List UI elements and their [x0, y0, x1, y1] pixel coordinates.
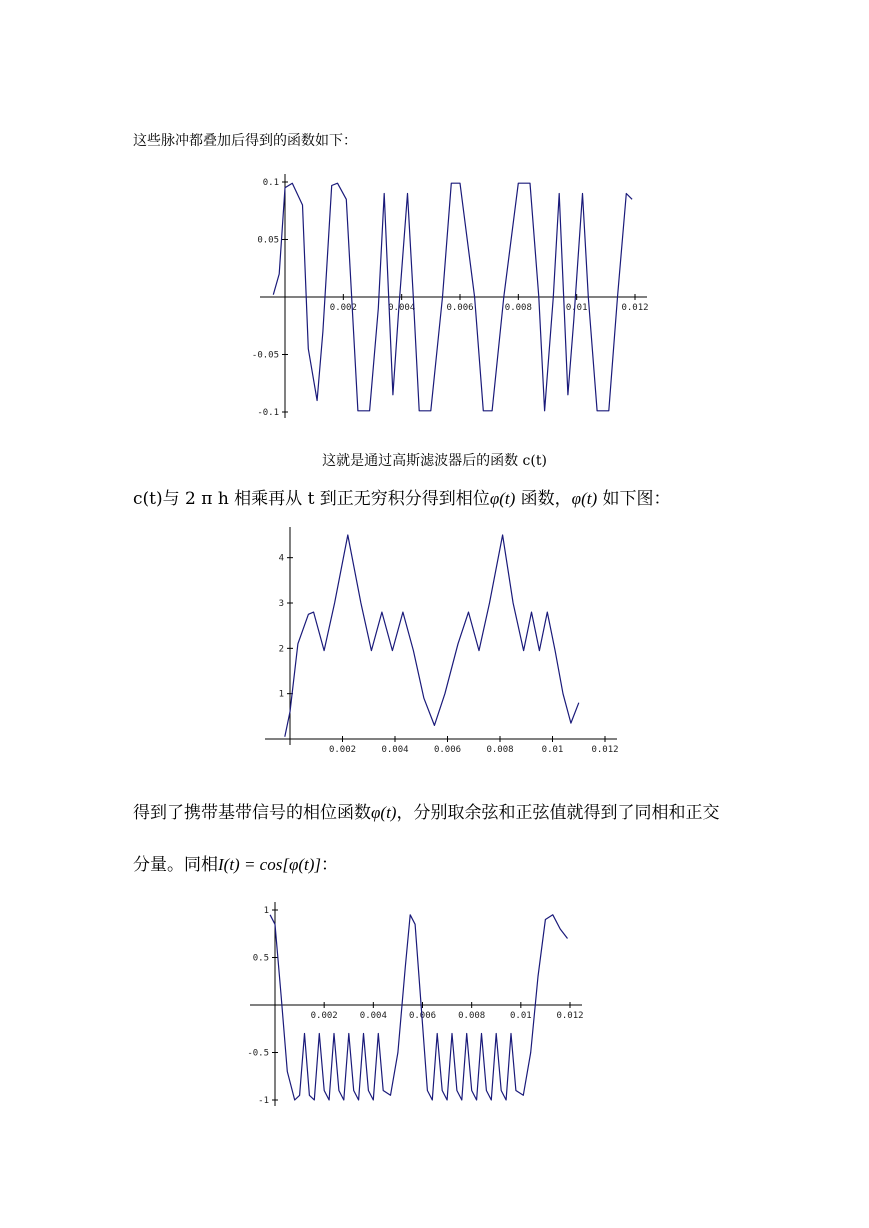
x-tick-label: 0.006: [433, 745, 462, 755]
y-tick-label: 1: [278, 689, 284, 700]
y-tick-label: 1: [263, 906, 269, 916]
caption-c-t: 这就是通过高斯滤波器后的函数 c(t): [322, 453, 547, 469]
inphase-paragraph-suffix: ：: [321, 855, 339, 875]
series-line: [270, 915, 567, 1100]
phase-paragraph-prefix: c(t)与 2 π h 相乘再从 t 到正无穷积分得到相位: [133, 489, 490, 509]
inphase-paragraph-prefix: 分量。同相: [133, 855, 218, 875]
baseband-paragraph-suffix: ，分别取余弦和正弦值就得到了同相和正交: [396, 803, 720, 823]
phase-paragraph: [133, 484, 671, 509]
x-tick-label: 0.004: [388, 303, 416, 313]
inphase-paragraph: [133, 850, 338, 875]
baseband-paragraph: [133, 798, 719, 823]
x-tick-label: 0.002: [328, 745, 357, 755]
x-tick-label: 0.01: [565, 303, 588, 313]
y-tick-label: -1: [258, 1096, 269, 1106]
x-tick-label: 0.002: [310, 1011, 338, 1021]
phase-paragraph-suffix: 如下图：: [597, 489, 671, 509]
phi-symbol: φ(t): [371, 803, 397, 822]
chart-phi-t: [255, 525, 635, 760]
x-tick-label: 0.012: [591, 745, 619, 755]
y-tick-label: 2: [278, 644, 284, 655]
y-tick-label: 0.5: [252, 953, 269, 964]
x-tick-label: 0.004: [381, 745, 409, 755]
x-tick-label: 0.004: [359, 1011, 387, 1021]
phi-symbol: φ(t): [571, 489, 598, 508]
x-tick-label: 0.008: [504, 303, 532, 313]
y-tick-label: 4: [278, 553, 284, 564]
y-tick-label: 3: [278, 599, 284, 609]
y-tick-label: -0.1: [257, 408, 279, 418]
y-tick-label: -0.05: [251, 350, 279, 361]
x-tick-label: 0.006: [408, 1011, 437, 1021]
chart-i-t: [245, 900, 590, 1110]
x-tick-label: 0.012: [556, 1011, 584, 1021]
inphase-formula: I(t) = cos[φ(t)]: [218, 855, 322, 874]
baseband-paragraph-prefix: 得到了携带基带信号的相位函数: [133, 803, 371, 823]
series-line: [285, 535, 579, 737]
chart-c-t: [250, 170, 670, 430]
x-tick-label: 0.008: [458, 1011, 486, 1021]
x-tick-label: 0.006: [446, 303, 474, 313]
phi-symbol: φ(t): [489, 489, 516, 508]
x-tick-label: 0.012: [621, 303, 649, 313]
y-tick-label: -0.5: [247, 1048, 269, 1059]
x-tick-label: 0.008: [486, 745, 514, 755]
x-tick-label: 0.01: [541, 745, 564, 755]
x-tick-label: 0.002: [329, 303, 357, 313]
phase-paragraph-middle: 函数，: [515, 489, 572, 509]
y-tick-label: 0.05: [257, 235, 279, 246]
y-tick-label: 0.1: [262, 178, 279, 188]
x-tick-label: 0.01: [509, 1011, 532, 1021]
intro-text: 这些脉冲都叠加后得到的函数如下：: [133, 133, 357, 149]
